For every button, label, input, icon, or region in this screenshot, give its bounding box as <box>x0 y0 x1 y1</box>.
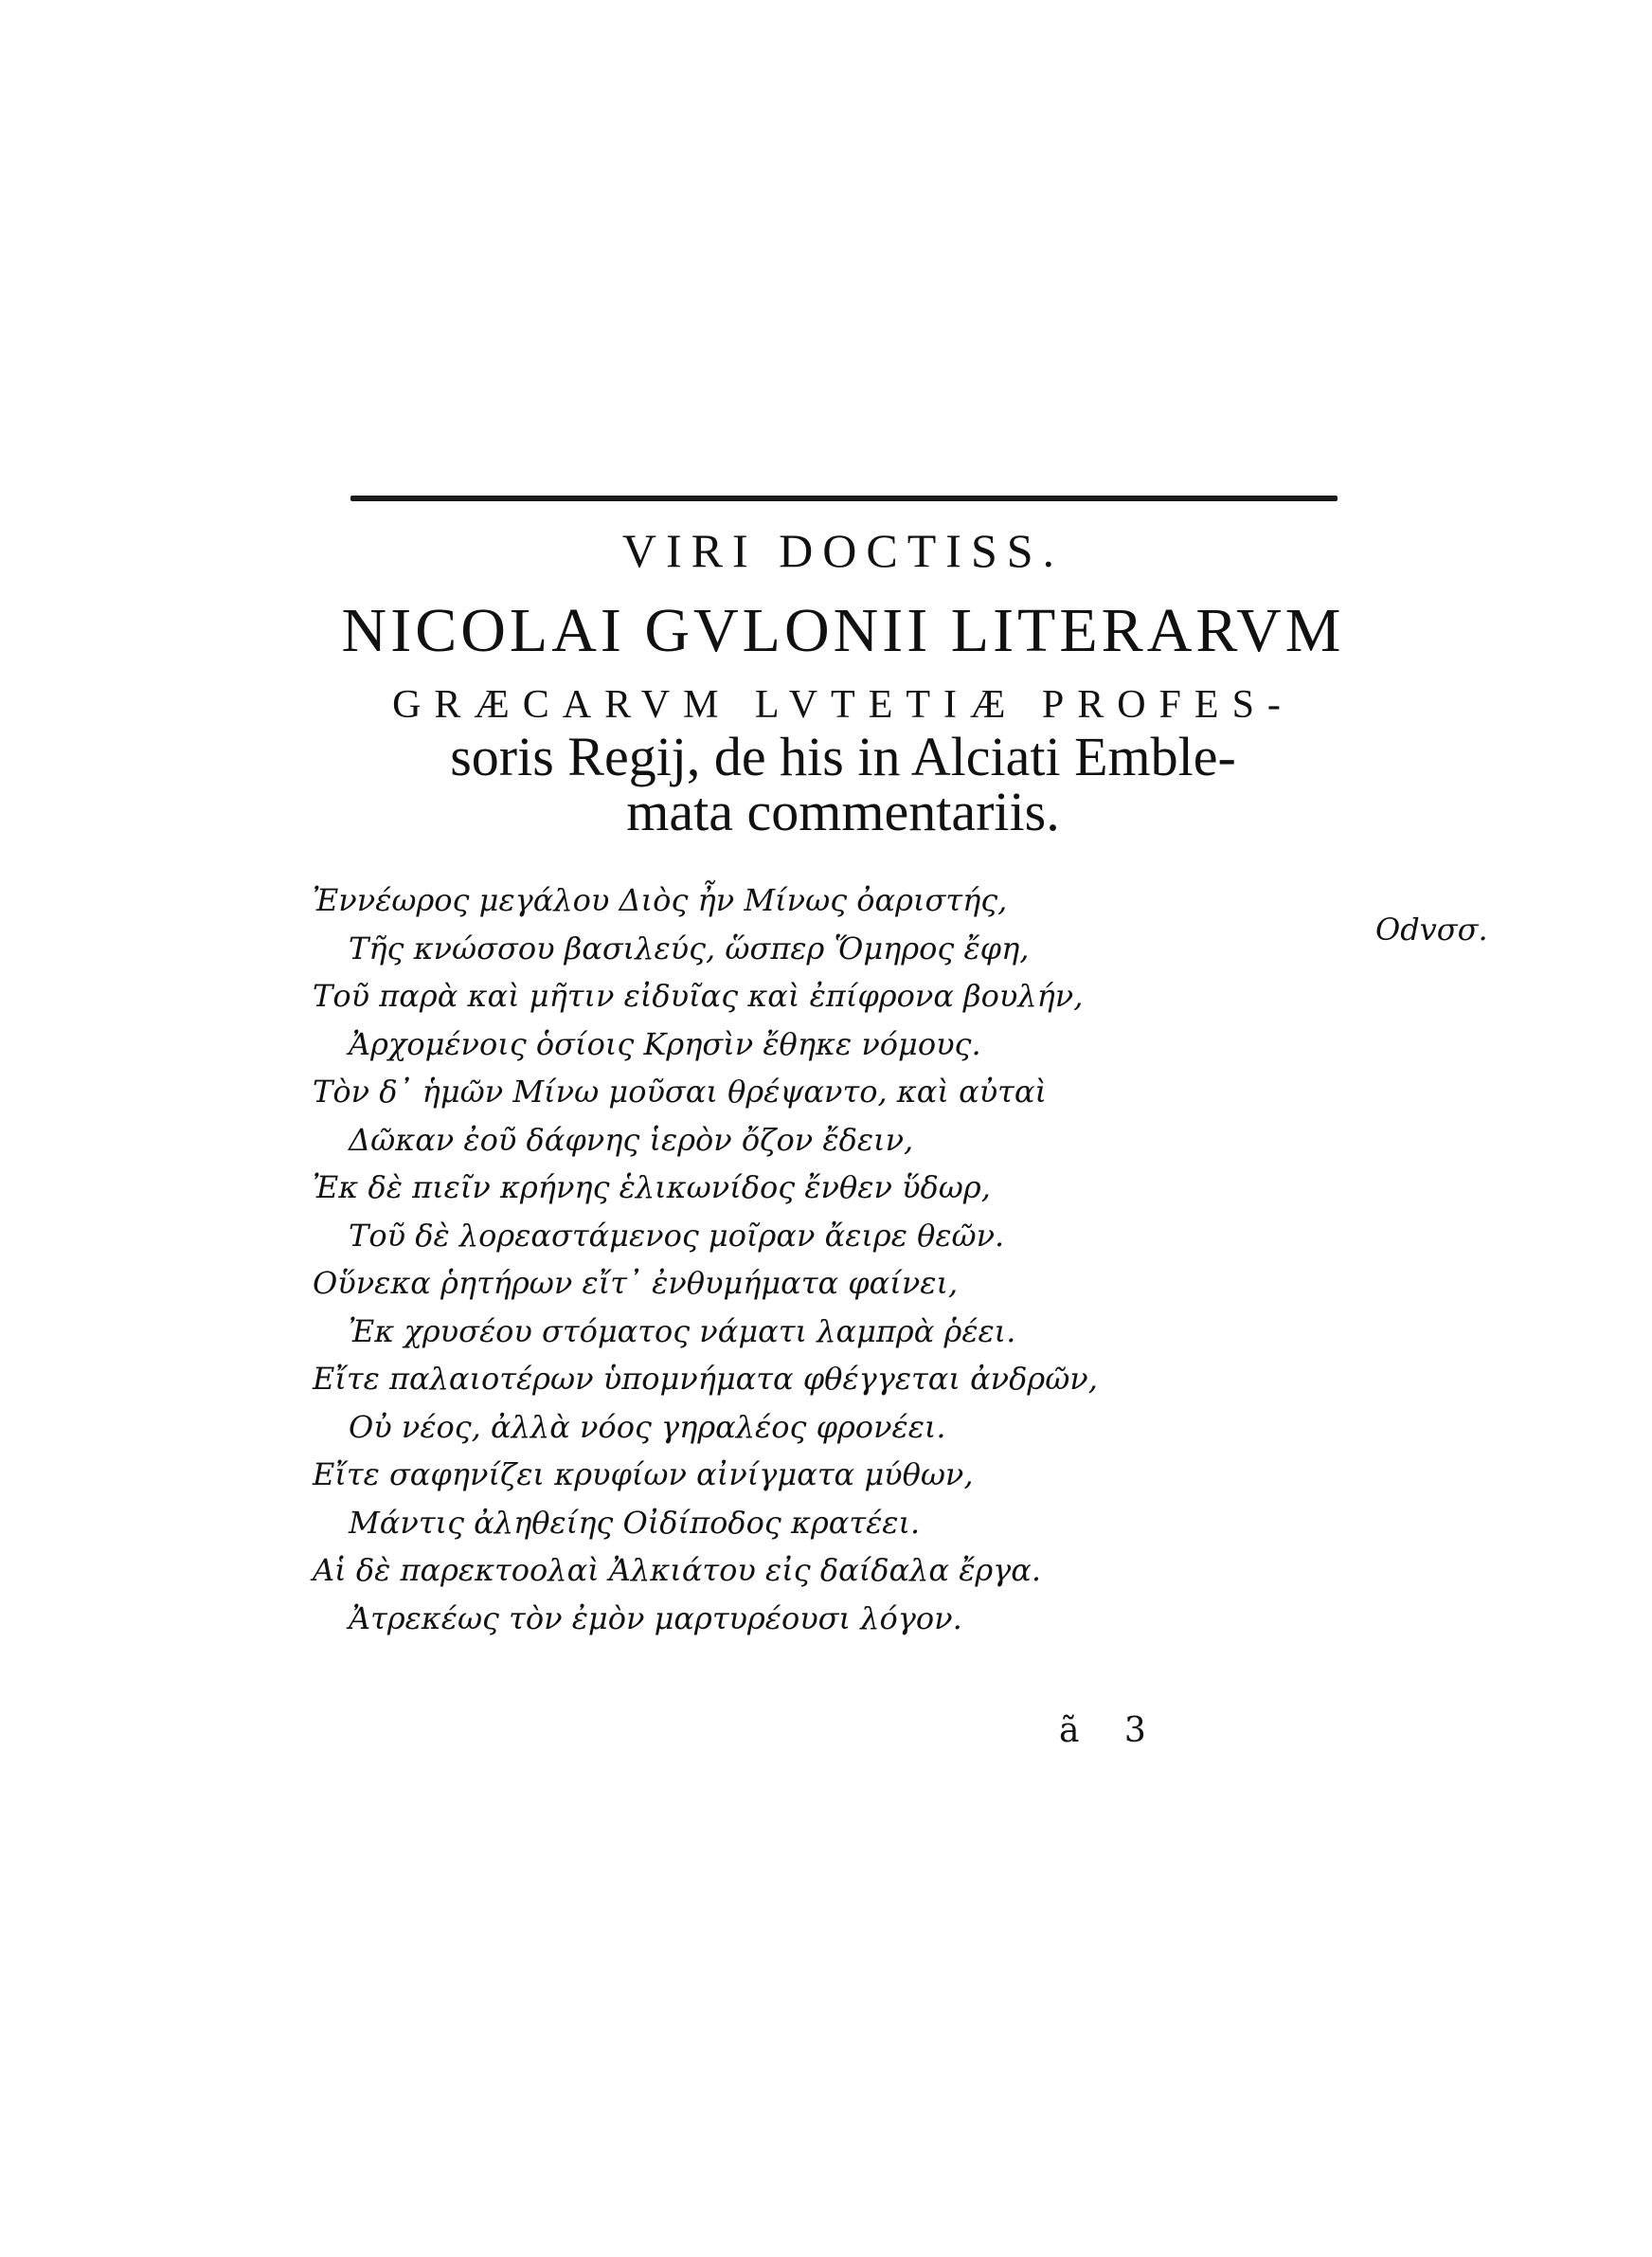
poem-line: Ἐννέωρος μεγάλου Διὸς ἦν Μίνως ὀαριστής, <box>313 882 1008 918</box>
poem-line: Αἱ δὲ παρεκτοολαὶ Ἀλκιάτου εἰς δαίδαλα ἔργα. <box>313 1552 1042 1588</box>
poem-line: Ἀρχομένοις ὁσίοις Κρησὶν ἔθηκε νόμους. <box>349 1025 981 1062</box>
poem-line: Τοῦ δὲ λορεαστάμενος μοῖραν ἄειρε θεῶν. <box>349 1217 1005 1254</box>
heading-line-2: NICOLAI GVLONII LITERARVM <box>341 596 1345 665</box>
heading-line-1: VIRI DOCTISS. <box>621 524 1065 577</box>
poem-line: Τῆς κνώσσου βασιλεύς, ὥσπερ Ὅμηρος ἔφη, <box>349 930 1030 966</box>
poem-line: Ἐκ δὲ πιεῖν κρήνης ἑλικωνίδος ἔνθεν ὕδωρ, <box>313 1169 991 1205</box>
poem-line: Ἀτρεκέως τὸν ἐμὸν μαρτυρέουσι λόγον. <box>349 1599 962 1636</box>
poem-line: Τὸν δ᾽ ἡμῶν Μίνω μοῦσαι θρέψαντο, καὶ αὐταὶ <box>313 1074 1048 1110</box>
signature-mark: ã 3 <box>1059 1711 1163 1750</box>
poem-line: Δῶκαν ἐοῦ δάφνης ἱερὸν ὄζον ἔδειν, <box>349 1121 914 1158</box>
poem-line: Μάντις ἀληθείης Οἰδίποδος κρατέει. <box>349 1504 921 1541</box>
poem-line: Ἐκ χρυσέου στόματος νάματι λαμπρὰ ῥέει. <box>349 1312 1016 1349</box>
heading-line-5: mata commentariis. <box>626 781 1060 842</box>
top-rule <box>350 496 1338 501</box>
heading-line-3: GRÆCARVM LVTETIÆ PROFES- <box>392 683 1294 727</box>
poem-line: Οὕνεκα ῥητήρων εἴτ᾽ ἐνθυμήματα φαίνει, <box>313 1265 959 1301</box>
poem-line: Εἴτε παλαιοτέρων ὑπομνήματα φθέγγεται ἀνδρῶν, <box>313 1361 1098 1397</box>
margin-note: Odvσσ. <box>1375 912 1488 948</box>
greek-poem <box>313 876 1355 1642</box>
heading-line-4: soris Regij, de his in Alciati Emble- <box>450 726 1236 787</box>
poem-line: Εἴτε σαφηνίζει κρυφίων αἰνίγματα μύθων, <box>313 1456 974 1492</box>
poem-line: Τοῦ παρὰ καὶ μῆτιν εἰδυῖας καὶ ἐπίφρονα βουλήν, <box>313 978 1084 1014</box>
poem-line: Οὐ νέος, ἀλλὰ νόος γηραλέος φρονέει. <box>349 1408 946 1445</box>
